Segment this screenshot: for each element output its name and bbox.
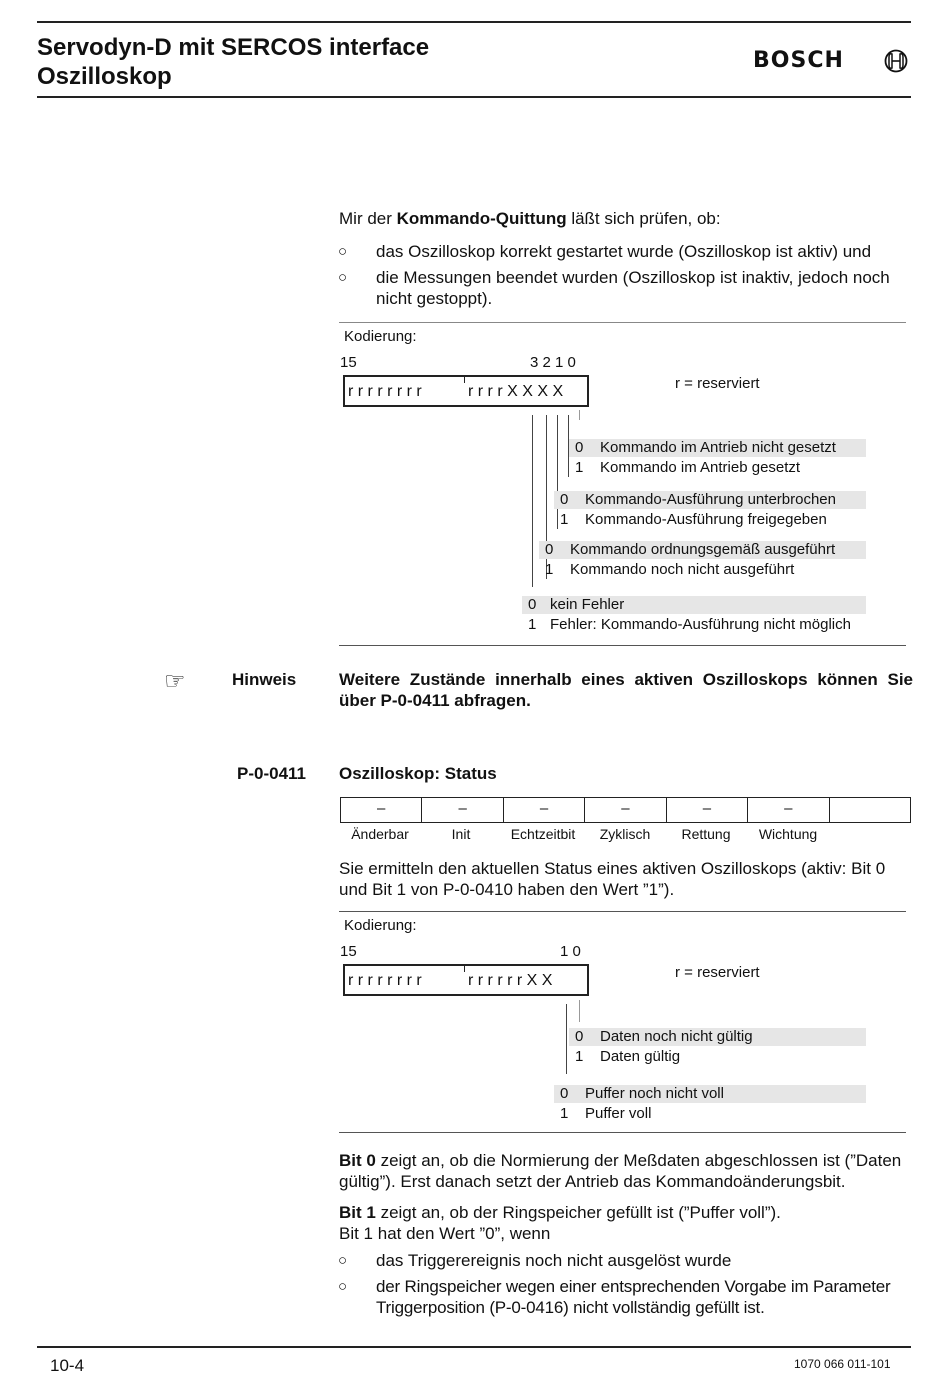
attr-value-cell: – [667, 798, 748, 822]
coding2-label: Kodierung: [344, 917, 417, 934]
attr-label-wichtung: Wichtung [758, 826, 818, 842]
bosch-wordmark: BOSCH [753, 48, 844, 73]
attr-label-init: Init [451, 826, 471, 842]
header-bottom-rule [37, 96, 911, 98]
connector-bit3 [532, 415, 533, 587]
bullet-icon: ○ [338, 1278, 348, 1295]
bit1-description: Bit 1 zeigt an, ob der Ringspeicher gefüllt ist (”Puffer voll”). [339, 1203, 781, 1222]
value-row: 0 kein Fehler [522, 596, 866, 614]
attribute-table [340, 797, 911, 823]
connector-status-bit1 [566, 1004, 567, 1074]
bit1-condition: Bit 1 hat den Wert ”0”, wenn [339, 1224, 551, 1243]
attr-label-rettung: Rettung [681, 826, 731, 842]
value-row: 0 Daten noch nicht gültig [569, 1028, 866, 1046]
condition-bullet-2: der Ringspeicher wegen einer entsprechenden Vorgabe im Parameter Triggerposition (P-0-0416) nicht vollständig gefüllt ist. [376, 1277, 891, 1317]
page-subtitle: Oszilloskop [37, 63, 172, 90]
value-row: 1 Kommando-Ausführung freigegeben [560, 511, 827, 528]
connector-status-bit0-stub [579, 1000, 580, 1022]
intro-text: Mir der Kommando-Quittung läßt sich prüfen, ob: [339, 209, 721, 228]
coding1-top-rule [339, 322, 906, 323]
note-text: Weitere Zustände innerhalb eines aktiven Oszilloskops können Sie über P-0-0411 abfragen. [339, 670, 913, 710]
intro-bullet-2: die Messungen beendet wurden (Oszilloskop ist inaktiv, jedoch noch nicht gestoppt). [376, 268, 890, 308]
page-title: Servodyn-D mit SERCOS interface [37, 34, 430, 61]
bullet-icon: ○ [338, 243, 348, 260]
value-row: 0 Kommando-Ausführung unterbrochen [554, 491, 866, 509]
condition-bullet-1: das Triggerereignis noch nicht ausgelöst wurde [376, 1251, 732, 1270]
param-title: Oszilloskop: Status [339, 764, 497, 783]
intro-bullet-1: das Oszilloskop korrekt gestartet wurde (Oszilloskop ist aktiv) und [376, 242, 872, 261]
document-number: 1070 066 011-101 [794, 1357, 891, 1371]
attr-label-echtzeitbit: Echtzeitbit [510, 826, 576, 842]
coding1-bits-low-byte: r r r r X X X X [468, 383, 564, 400]
value-row: 0 Kommando im Antrieb nicht gesetzt [569, 439, 866, 457]
coding2-top-rule [339, 911, 906, 912]
attr-value-cell: – [422, 798, 503, 822]
value-row: 1 Daten gültig [575, 1048, 681, 1065]
bit0-description: Bit 0 zeigt an, ob die Normierung der Meßdaten abgeschlossen ist (”Daten gültig”). Erst danach setzt der Antrieb das Kommandoänderungsbit. [339, 1151, 902, 1191]
attr-value-cell: – [504, 798, 585, 822]
attr-value-cell: – [748, 798, 829, 822]
connector-bit0-stub [579, 410, 580, 420]
coding2-reserved-note: r = reserviert [675, 964, 760, 981]
coding2-bits-high-byte: r r r r r r r r [348, 972, 422, 989]
value-row: 0 Puffer noch nicht voll [554, 1085, 866, 1103]
coding1-label: Kodierung: [344, 328, 417, 345]
coding1-byte-divider [464, 375, 465, 383]
coding1-bottom-rule [339, 645, 906, 646]
bullet-icon: ○ [338, 269, 348, 286]
attr-label-aenderbar: Änderbar [351, 826, 409, 842]
coding2-bits-low-byte: r r r r r r X X [468, 972, 553, 989]
coding2-bit-high: 15 [340, 943, 357, 960]
coding2-bit-low: 1 0 [560, 943, 581, 960]
value-row: 1 Fehler: Kommando-Ausführung nicht möglich [528, 616, 851, 633]
value-row: 0 Kommando ordnungsgemäß ausgeführt [539, 541, 866, 559]
coding1-bit-high: 15 [340, 354, 357, 371]
coding1-reserved-note: r = reserviert [675, 375, 760, 392]
coding2-byte-divider [464, 964, 465, 972]
coding2-bottom-rule [339, 1132, 906, 1133]
bosch-logo-icon [884, 49, 908, 73]
value-row: 1 Puffer voll [560, 1105, 652, 1122]
coding1-bit-low: 3 2 1 0 [530, 354, 576, 371]
pointing-hand-icon: ☞ [164, 668, 186, 695]
param-id: P-0-0411 [237, 764, 306, 783]
footer-rule [37, 1346, 911, 1348]
value-row: 1 Kommando noch nicht ausgeführt [545, 561, 795, 578]
attr-value-cell: – [585, 798, 666, 822]
page-number: 10-4 [50, 1356, 85, 1375]
value-row: 1 Kommando im Antrieb gesetzt [575, 459, 801, 476]
header-top-rule [37, 21, 911, 23]
attr-label-zyklisch: Zyklisch [599, 826, 651, 842]
attr-value-cell: – [341, 798, 422, 822]
note-label: Hinweis [232, 670, 297, 689]
coding1-bits-high-byte: r r r r r r r r [348, 383, 422, 400]
param-description: Sie ermitteln den aktuellen Status eines aktiven Oszilloskops (aktiv: Bit 0 und Bit 1 von P-0-0410 haben den Wert ”1”). [339, 859, 886, 899]
attr-value-cell [830, 798, 910, 822]
bullet-icon: ○ [338, 1252, 348, 1269]
